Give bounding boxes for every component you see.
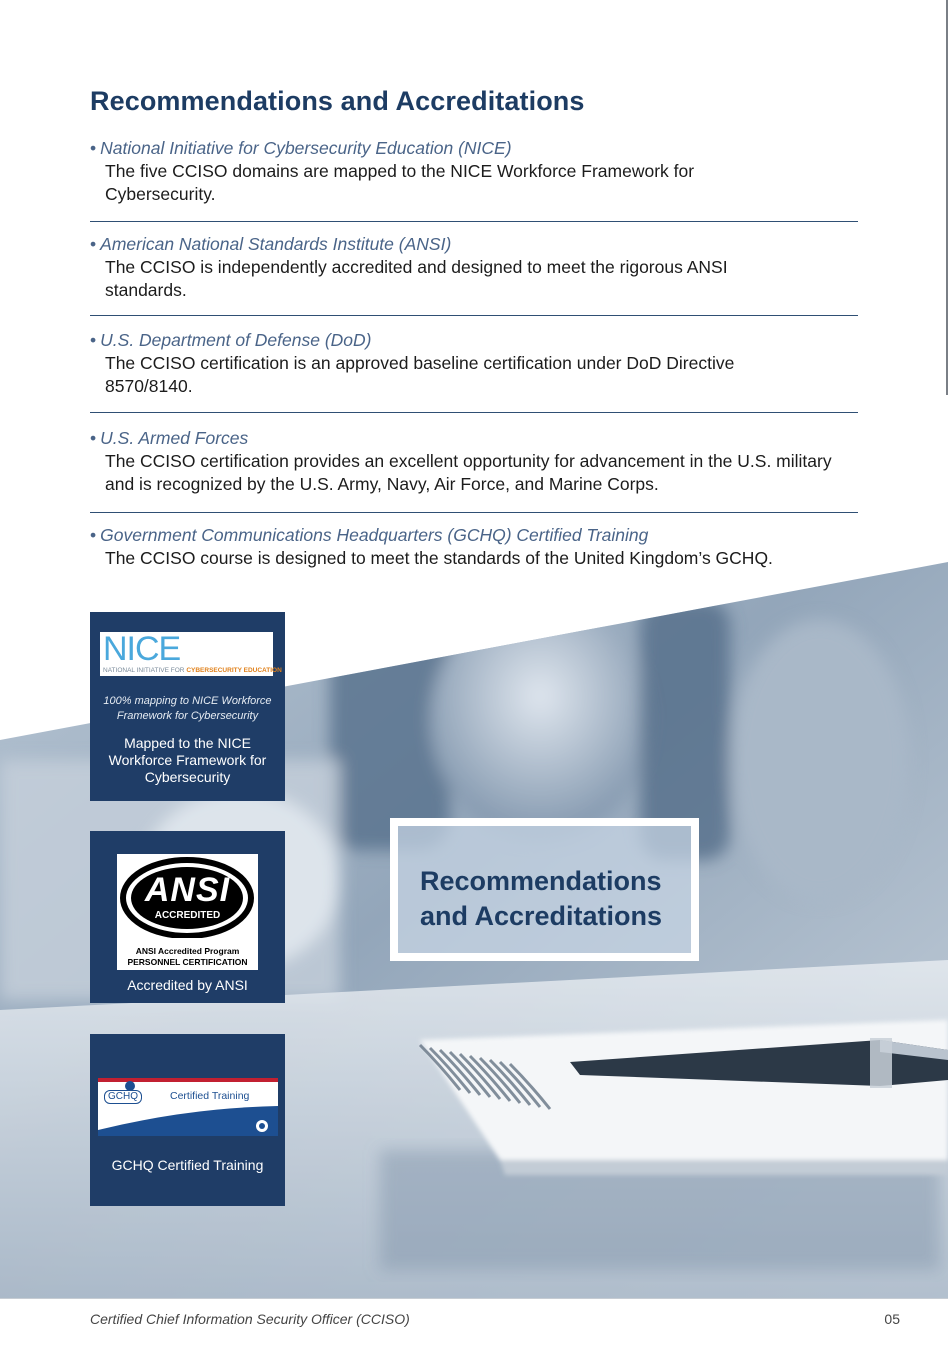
ansi-logo: [117, 854, 258, 970]
item-description: The five CCISO domains are mapped to the NICE Workforce Framework for Cybersecurity.: [105, 161, 695, 204]
ansi-caption: Accredited by ANSI: [127, 977, 248, 993]
recommendations-list: [90, 137, 858, 570]
bullet-icon: •: [90, 138, 97, 158]
item-description: The CCISO certification is an approved baseline certification under DoD Directive 8570/8140.: [105, 353, 735, 396]
divider: [90, 512, 858, 513]
nice-badge: [90, 612, 285, 801]
page-title: Recommendations and Accreditations: [90, 86, 585, 116]
gchq-logo-word: GCHQ: [104, 1090, 142, 1104]
nice-logo-tagline: NATIONAL INITIATIVE FOR CYBERSECURITY EDUCATION: [103, 667, 282, 674]
page-number: 05: [884, 1311, 900, 1327]
nice-caption: Mapped to the NICE Workforce Framework for Cybersecurity: [108, 735, 267, 785]
callout-title: Recommendations and Accreditations: [420, 866, 663, 931]
item-title-text: U.S. Armed Forces: [100, 428, 249, 448]
nice-subtext: 100% mapping to NICE Workforce Framework for Cybersecurity: [103, 695, 272, 722]
bullet-icon: •: [90, 234, 97, 254]
gchq-logo-label: Certified Training: [170, 1090, 250, 1102]
gchq-caption: GCHQ Certified Training: [111, 1157, 264, 1173]
list-item: [90, 233, 858, 302]
list-item: [90, 329, 858, 398]
divider: [90, 221, 858, 222]
gchq-badge: [90, 1034, 285, 1206]
ansi-logo-word: ANSI: [144, 871, 231, 909]
nice-logo-word: NICE: [103, 630, 181, 668]
list-item: [90, 427, 858, 496]
item-title-text: Government Communications Headquarters (GCHQ) Certified Training: [100, 525, 649, 545]
item-title-text: National Initiative for Cybersecurity Education (NICE): [100, 138, 512, 158]
list-item: [90, 137, 858, 206]
item-title: [90, 524, 858, 547]
bullet-icon: •: [90, 525, 97, 545]
item-title: [90, 427, 858, 450]
footer-document-name: Certified Chief Information Security Officer (CCISO): [90, 1311, 410, 1327]
page-footer: [0, 1298, 948, 1346]
item-title: [90, 137, 858, 160]
item-title: [90, 233, 858, 256]
item-description: The CCISO certification provides an excellent opportunity for advancement in the U.S. military and is recognized by the U.S. Army, Navy, Air Force, and Marine Corps.: [105, 451, 832, 494]
item-title-text: American National Standards Institute (ANSI): [100, 234, 452, 254]
item-title: [90, 329, 858, 352]
ansi-badge: [90, 831, 285, 1003]
divider: [90, 412, 858, 413]
gchq-swoosh-icon: [98, 1078, 278, 1136]
callout-box: [390, 818, 699, 961]
list-item: [90, 524, 858, 570]
bullet-icon: •: [90, 330, 97, 350]
bullet-icon: •: [90, 428, 97, 448]
ansi-logo-line2: PERSONNEL CERTIFICATION: [127, 957, 248, 967]
gchq-logo: [98, 1078, 278, 1136]
item-title-text: U.S. Department of Defense (DoD): [100, 330, 372, 350]
divider: [90, 315, 858, 316]
item-description: The CCISO course is designed to meet the standards of the United Kingdom’s GCHQ.: [105, 548, 773, 568]
nice-logo: [100, 630, 282, 676]
ansi-logo-line1: ANSI Accredited Program: [135, 946, 240, 956]
ansi-logo-accredited: ACCREDITED: [154, 910, 221, 921]
item-description: The CCISO is independently accredited and designed to meet the rigorous ANSI standards.: [105, 257, 728, 300]
